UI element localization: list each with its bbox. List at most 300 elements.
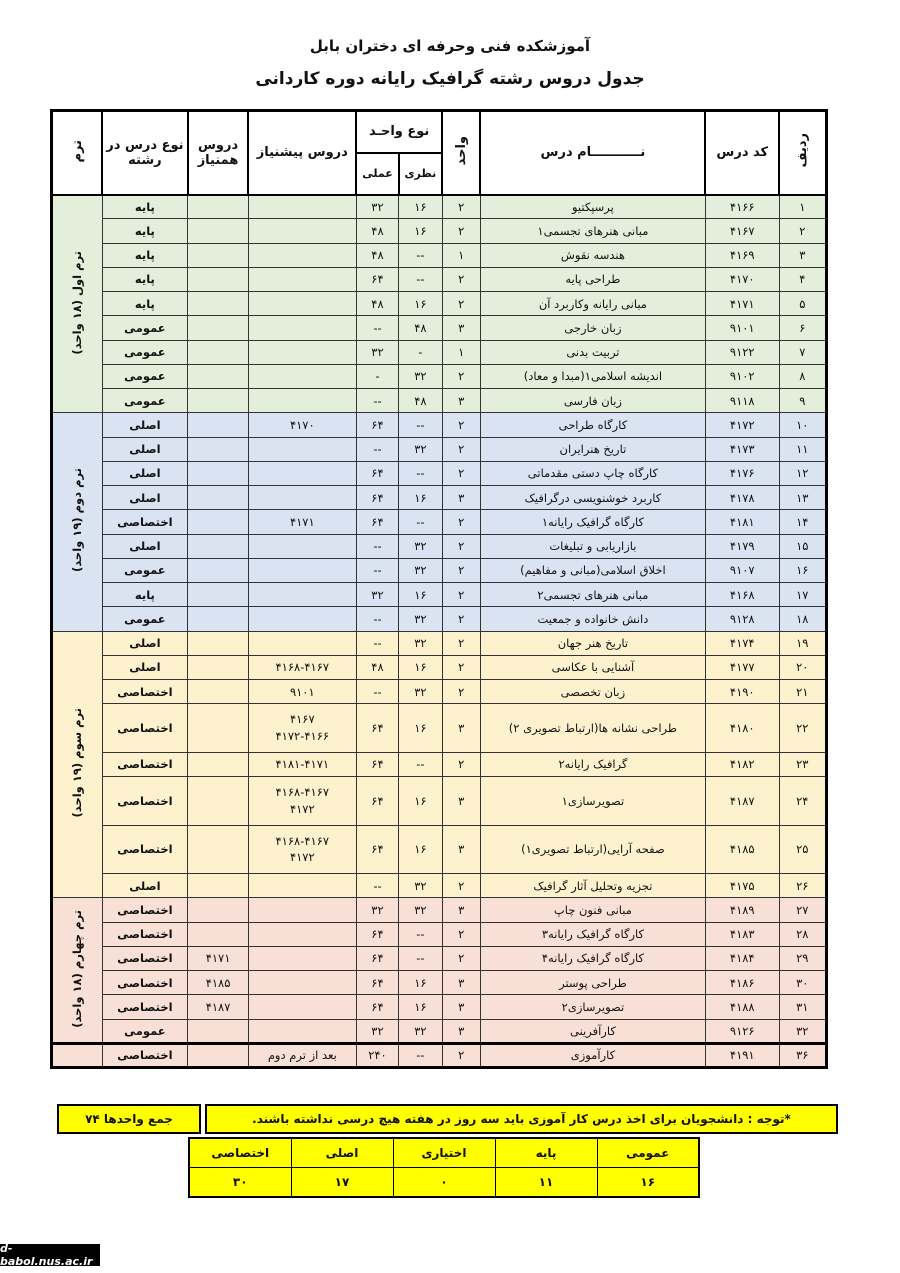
course-units: ۲	[442, 1043, 480, 1067]
summary-table	[188, 1137, 700, 1198]
course-name: کارگاه گرافیک رایانه۱	[480, 510, 705, 534]
row-number: ۱۶	[779, 558, 826, 582]
prerequisites	[248, 486, 356, 510]
course-units: ۳	[442, 389, 480, 413]
theory-hours: ۴۸	[399, 389, 442, 413]
corequisites	[188, 389, 249, 413]
practice-hours: ۶۴	[356, 510, 398, 534]
course-type: اصلی	[102, 874, 188, 898]
prerequisites	[248, 364, 356, 388]
course-name: تاریخ هنر جهان	[480, 631, 705, 655]
row-number: ۱۴	[779, 510, 826, 534]
course-row	[52, 825, 827, 874]
course-units: ۳	[442, 704, 480, 753]
course-units: ۲	[442, 922, 480, 946]
practice-hours: ۳۲	[356, 340, 398, 364]
row-number: ۶	[779, 316, 826, 340]
prerequisites	[248, 1019, 356, 1043]
corequisites	[188, 704, 249, 753]
courses-body	[52, 195, 827, 1068]
theory-hours: ۳۲	[399, 558, 442, 582]
row-number: ۴	[779, 267, 826, 291]
course-units: ۲	[442, 292, 480, 316]
row-number: ۳	[779, 243, 826, 267]
course-type: عمومی	[102, 558, 188, 582]
course-code: ۹۱۲۸	[705, 607, 779, 631]
course-code: ۹۱۰۱	[705, 316, 779, 340]
course-name: تربیت بدنی	[480, 340, 705, 364]
theory-hours: ۱۶	[399, 971, 442, 995]
theory-hours: --	[399, 243, 442, 267]
practice-hours: ۶۴	[356, 995, 398, 1019]
course-type: اختصاصی	[102, 825, 188, 874]
course-row	[52, 364, 827, 388]
prerequisites	[248, 898, 356, 922]
theory-hours: ۱۶	[399, 219, 442, 243]
course-row	[52, 922, 827, 946]
prerequisites	[248, 825, 356, 874]
course-units: ۳	[442, 486, 480, 510]
row-number: ۲۲	[779, 704, 826, 753]
course-type: پایه	[102, 583, 188, 607]
prerequisites	[248, 316, 356, 340]
course-row	[52, 971, 827, 995]
course-row	[52, 583, 827, 607]
theory-hours: ۴۸	[399, 316, 442, 340]
prerequisites: ۴۱۶۸-۴۱۶۷	[248, 655, 356, 679]
course-type: اصلی	[102, 486, 188, 510]
prerequisites: ۴۱۸۱-۴۱۷۱	[248, 752, 356, 776]
theory-hours: ۳۲	[399, 631, 442, 655]
row-number: ۳۰	[779, 971, 826, 995]
row-number: ۱۸	[779, 607, 826, 631]
course-row	[52, 486, 827, 510]
theory-hours: --	[399, 267, 442, 291]
corequisites	[188, 461, 249, 485]
practice-hours: ۴۸	[356, 243, 398, 267]
course-units: ۲	[442, 607, 480, 631]
theory-hours: ۳۲	[399, 898, 442, 922]
practice-hours: ۴۸	[356, 655, 398, 679]
practice-hours: --	[356, 389, 398, 413]
prerequisites: ۴۱۷۰	[248, 413, 356, 437]
corequisites: ۴۱۸۷	[188, 995, 249, 1019]
practice-hours: --	[356, 534, 398, 558]
prerequisite-line: ۴۱۶۷	[289, 712, 315, 727]
theory-hours: ۳۲	[399, 607, 442, 631]
course-units: ۳	[442, 777, 480, 826]
corequisites	[188, 413, 249, 437]
course-row	[52, 292, 827, 316]
theory-hours: ۱۶	[399, 292, 442, 316]
row-number: ۲۴	[779, 777, 826, 826]
footer-bar	[57, 1104, 838, 1134]
prerequisites: ۹۱۰۱	[248, 680, 356, 704]
course-row	[52, 1019, 827, 1043]
prerequisites	[248, 583, 356, 607]
theory-hours: ۳۲	[399, 534, 442, 558]
theory-hours: ۱۶	[399, 583, 442, 607]
term-label: ترم دوم (۱۹ واحد)	[52, 413, 103, 631]
row-number: ۲	[779, 219, 826, 243]
header-radif: ردیف	[779, 111, 826, 195]
course-name: زبان فارسی	[480, 389, 705, 413]
course-code: ۴۱۸۳	[705, 922, 779, 946]
course-code: ۴۱۷۳	[705, 437, 779, 461]
prerequisites	[248, 971, 356, 995]
course-type: عمومی	[102, 1019, 188, 1043]
course-name: آشنایی با عکاسی	[480, 655, 705, 679]
summary-value: ۰	[393, 1168, 495, 1198]
course-code: ۴۱۸۷	[705, 777, 779, 826]
summary-label: پایه	[495, 1138, 597, 1168]
row-number: ۲۰	[779, 655, 826, 679]
prerequisites	[248, 777, 356, 826]
prerequisite-line: ۴۱۶۸-۴۱۶۷	[275, 785, 330, 800]
corequisites: ۴۱۸۵	[188, 971, 249, 995]
practice-hours: ۳۲	[356, 583, 398, 607]
site-url-badge[interactable]: d-babol.nus.ac.ir	[0, 1244, 100, 1266]
prerequisites	[248, 243, 356, 267]
corequisites	[188, 340, 249, 364]
theory-hours: ۳۲	[399, 437, 442, 461]
course-row	[52, 389, 827, 413]
course-row	[52, 752, 827, 776]
corequisites	[188, 825, 249, 874]
course-code: ۴۱۸۸	[705, 995, 779, 1019]
practice-hours: ۶۴	[356, 777, 398, 826]
summary-label: اختیاری	[393, 1138, 495, 1168]
course-type: اختصاصی	[102, 1043, 188, 1067]
course-name: کارآموزی	[480, 1043, 705, 1067]
course-code: ۴۱۸۹	[705, 898, 779, 922]
practice-hours: ۶۴	[356, 267, 398, 291]
header-unit-type: نوع واحـد	[356, 111, 442, 153]
course-units: ۲	[442, 631, 480, 655]
prerequisites: ۴۱۷۱	[248, 510, 356, 534]
course-units: ۳	[442, 971, 480, 995]
course-name: اخلاق اسلامی(مبانی و مفاهیم)	[480, 558, 705, 582]
theory-hours: ۳۲	[399, 1019, 442, 1043]
row-number: ۱۷	[779, 583, 826, 607]
course-units: ۲	[442, 680, 480, 704]
course-type: اختصاصی	[102, 898, 188, 922]
theory-hours: --	[399, 752, 442, 776]
course-type: اصلی	[102, 413, 188, 437]
prerequisite-line: ۴۱۷۲-۴۱۶۶	[275, 729, 330, 743]
corequisites	[188, 680, 249, 704]
course-name: کارگاه چاپ دستی مقدماتی	[480, 461, 705, 485]
course-type: پایه	[102, 292, 188, 316]
theory-hours: --	[399, 1043, 442, 1067]
course-name: دانش خانواده و جمعیت	[480, 607, 705, 631]
term-label-empty	[52, 1043, 103, 1067]
course-name: کارآفرینی	[480, 1019, 705, 1043]
course-row	[52, 898, 827, 922]
theory-hours: ۱۶	[399, 704, 442, 753]
theory-hours: ۳۲	[399, 874, 442, 898]
row-number: ۱۵	[779, 534, 826, 558]
course-type: اختصاصی	[102, 510, 188, 534]
practice-hours: -	[356, 364, 398, 388]
header-course-type: نوع درس در رشته	[102, 111, 188, 195]
header-nazari: نظری	[399, 153, 442, 195]
corequisites	[188, 777, 249, 826]
course-code: ۹۱۲۲	[705, 340, 779, 364]
header-corequisites: دروس همنیاز	[188, 111, 249, 195]
corequisites	[188, 752, 249, 776]
course-type: اختصاصی	[102, 704, 188, 753]
row-number: ۷	[779, 340, 826, 364]
course-code: ۴۱۷۹	[705, 534, 779, 558]
course-code: ۴۱۹۰	[705, 680, 779, 704]
course-code: ۴۱۷۴	[705, 631, 779, 655]
course-type: پایه	[102, 267, 188, 291]
summary-label: عمومی	[597, 1138, 699, 1168]
course-row	[52, 195, 827, 219]
header-code: کد درس	[705, 111, 779, 195]
course-code: ۴۱۶۷	[705, 219, 779, 243]
course-row	[52, 655, 827, 679]
practice-hours: --	[356, 558, 398, 582]
practice-hours: ۴۸	[356, 219, 398, 243]
theory-hours: --	[399, 413, 442, 437]
prerequisites	[248, 704, 356, 753]
course-name: زبان تخصصی	[480, 680, 705, 704]
course-code: ۹۱۱۸	[705, 389, 779, 413]
course-name: تاریخ هنرایران	[480, 437, 705, 461]
course-row	[52, 995, 827, 1019]
prerequisites	[248, 389, 356, 413]
courses-table-wrapper	[50, 109, 828, 1069]
course-row	[52, 534, 827, 558]
summary-value: ۱۷	[291, 1168, 393, 1198]
course-name: تجزیه وتحلیل آثار گرافیک	[480, 874, 705, 898]
prerequisites	[248, 195, 356, 219]
course-units: ۲	[442, 413, 480, 437]
course-units: ۲	[442, 752, 480, 776]
course-name: پرسپکتیو	[480, 195, 705, 219]
practice-hours: ۶۴	[356, 946, 398, 970]
corequisites	[188, 364, 249, 388]
course-name: طراحی پوستر	[480, 971, 705, 995]
practice-hours: ۶۴	[356, 971, 398, 995]
header-prerequisites: دروس پیشنیاز	[248, 111, 356, 195]
corequisites	[188, 655, 249, 679]
course-row	[52, 777, 827, 826]
course-units: ۲	[442, 583, 480, 607]
theory-hours: ۱۶	[399, 995, 442, 1019]
course-units: ۲	[442, 558, 480, 582]
course-row	[52, 607, 827, 631]
prerequisite-line: ۴۱۷۲	[289, 801, 315, 816]
row-number: ۲۱	[779, 680, 826, 704]
course-type: پایه	[102, 243, 188, 267]
practice-hours: ۶۴	[356, 461, 398, 485]
course-type: اختصاصی	[102, 752, 188, 776]
course-code: ۴۱۸۰	[705, 704, 779, 753]
term-label: ترم چهارم (۱۸ واحد)	[52, 898, 103, 1044]
practice-hours: ۶۴	[356, 486, 398, 510]
theory-hours: ۱۶	[399, 195, 442, 219]
row-number: ۹	[779, 389, 826, 413]
total-units: جمع واحدها ۷۴	[57, 1104, 201, 1134]
row-number: ۵	[779, 292, 826, 316]
course-units: ۲	[442, 655, 480, 679]
practice-hours: ۶۴	[356, 704, 398, 753]
corequisites	[188, 486, 249, 510]
course-units: ۳	[442, 316, 480, 340]
course-code: ۴۱۷۰	[705, 267, 779, 291]
corequisites	[188, 583, 249, 607]
course-units: ۲	[442, 437, 480, 461]
corequisites	[188, 195, 249, 219]
course-code: ۴۱۸۶	[705, 971, 779, 995]
course-code: ۴۱۸۱	[705, 510, 779, 534]
course-name: زبان خارجی	[480, 316, 705, 340]
corequisites	[188, 292, 249, 316]
corequisites: ۴۱۷۱	[188, 946, 249, 970]
theory-hours: ۱۶	[399, 486, 442, 510]
prerequisites	[248, 219, 356, 243]
course-row	[52, 946, 827, 970]
row-number: ۱۱	[779, 437, 826, 461]
corequisites	[188, 437, 249, 461]
corequisites	[188, 1043, 249, 1067]
course-type: عمومی	[102, 340, 188, 364]
header-vahed: واحد	[442, 111, 480, 195]
row-number: ۳۱	[779, 995, 826, 1019]
theory-hours: ۱۶	[399, 825, 442, 874]
course-units: ۲	[442, 874, 480, 898]
course-code: ۹۱۲۶	[705, 1019, 779, 1043]
practice-hours: ۶۴	[356, 752, 398, 776]
course-row	[52, 219, 827, 243]
theory-hours: ۱۶	[399, 655, 442, 679]
course-units: ۳	[442, 898, 480, 922]
course-code: ۴۱۷۶	[705, 461, 779, 485]
practice-hours: --	[356, 316, 398, 340]
practice-hours: ۳۲	[356, 1019, 398, 1043]
course-type: عمومی	[102, 607, 188, 631]
course-units: ۲	[442, 461, 480, 485]
course-units: ۲	[442, 510, 480, 534]
course-code: ۹۱۰۲	[705, 364, 779, 388]
prerequisite-line: ۴۱۷۲	[289, 850, 315, 865]
corequisites	[188, 534, 249, 558]
course-type: پایه	[102, 195, 188, 219]
course-code: ۴۱۶۸	[705, 583, 779, 607]
prerequisites: بعد از ترم دوم	[248, 1043, 356, 1067]
course-row	[52, 510, 827, 534]
corequisites	[188, 631, 249, 655]
internship-note: *توجه : دانشجویان برای اخذ درس کار آموزی باید سه روز در هفته هیچ درسی نداشته باشند.	[205, 1104, 838, 1134]
prerequisites	[248, 461, 356, 485]
header-amali: عملی	[356, 153, 398, 195]
corequisites	[188, 219, 249, 243]
course-name: کارگاه گرافیک رایانه۴	[480, 946, 705, 970]
course-type: اصلی	[102, 631, 188, 655]
course-units: ۲	[442, 946, 480, 970]
practice-hours: ۶۴	[356, 922, 398, 946]
course-name: اندیشه اسلامی۱(مبدا و معاد)	[480, 364, 705, 388]
course-type: اصلی	[102, 461, 188, 485]
course-units: ۲	[442, 364, 480, 388]
course-row	[52, 680, 827, 704]
summary-value: ۳۰	[189, 1168, 291, 1198]
corequisites	[188, 922, 249, 946]
row-number: ۱۰	[779, 413, 826, 437]
course-code: ۴۱۹۱	[705, 1043, 779, 1067]
course-units: ۲	[442, 219, 480, 243]
theory-hours: --	[399, 461, 442, 485]
table-title: جدول دروس رشته گرافیک رایانه دوره کاردانی	[255, 69, 645, 89]
practice-hours: --	[356, 631, 398, 655]
course-units: ۳	[442, 825, 480, 874]
courses-table	[50, 109, 828, 1069]
header-term: ترم	[52, 111, 103, 195]
course-code: ۴۱۷۱	[705, 292, 779, 316]
course-units: ۱	[442, 340, 480, 364]
course-row	[52, 1043, 827, 1067]
row-number: ۲۵	[779, 825, 826, 874]
prerequisites	[248, 631, 356, 655]
course-code: ۴۱۶۶	[705, 195, 779, 219]
course-name: طراحی پایه	[480, 267, 705, 291]
course-row	[52, 631, 827, 655]
corequisites	[188, 558, 249, 582]
course-name: مبانی فنون چاپ	[480, 898, 705, 922]
row-number: ۳۶	[779, 1043, 826, 1067]
corequisites	[188, 1019, 249, 1043]
course-type: اصلی	[102, 534, 188, 558]
course-name: کارگاه طراحی	[480, 413, 705, 437]
row-number: ۱	[779, 195, 826, 219]
prerequisite-line: ۴۱۶۸-۴۱۶۷	[275, 833, 330, 848]
practice-hours: ۶۴	[356, 413, 398, 437]
course-name: کارگاه گرافیک رایانه۳	[480, 922, 705, 946]
prerequisites	[248, 922, 356, 946]
course-type: اختصاصی	[102, 922, 188, 946]
course-code: ۴۱۷۷	[705, 655, 779, 679]
course-code: ۴۱۸۵	[705, 825, 779, 874]
course-units: ۲	[442, 195, 480, 219]
course-row	[52, 340, 827, 364]
course-type: عمومی	[102, 364, 188, 388]
course-type: اختصاصی	[102, 946, 188, 970]
practice-hours: ۳۲	[356, 898, 398, 922]
course-row	[52, 413, 827, 437]
course-code: ۴۱۸۴	[705, 946, 779, 970]
prerequisites	[248, 995, 356, 1019]
theory-hours: --	[399, 946, 442, 970]
school-title: آموزشکده فنی وحرفه ای دختران بابل	[309, 37, 591, 55]
course-type: عمومی	[102, 389, 188, 413]
term-label: ترم اول (۱۸ واحد)	[52, 195, 103, 413]
row-number: ۲۹	[779, 946, 826, 970]
corequisites	[188, 607, 249, 631]
course-type: اختصاصی	[102, 680, 188, 704]
course-row	[52, 437, 827, 461]
row-number: ۸	[779, 364, 826, 388]
row-number: ۲۸	[779, 922, 826, 946]
prerequisites	[248, 292, 356, 316]
course-code: ۴۱۸۲	[705, 752, 779, 776]
theory-hours: ۳۲	[399, 680, 442, 704]
course-row	[52, 316, 827, 340]
theory-hours: ۱۶	[399, 777, 442, 826]
row-number: ۱۹	[779, 631, 826, 655]
